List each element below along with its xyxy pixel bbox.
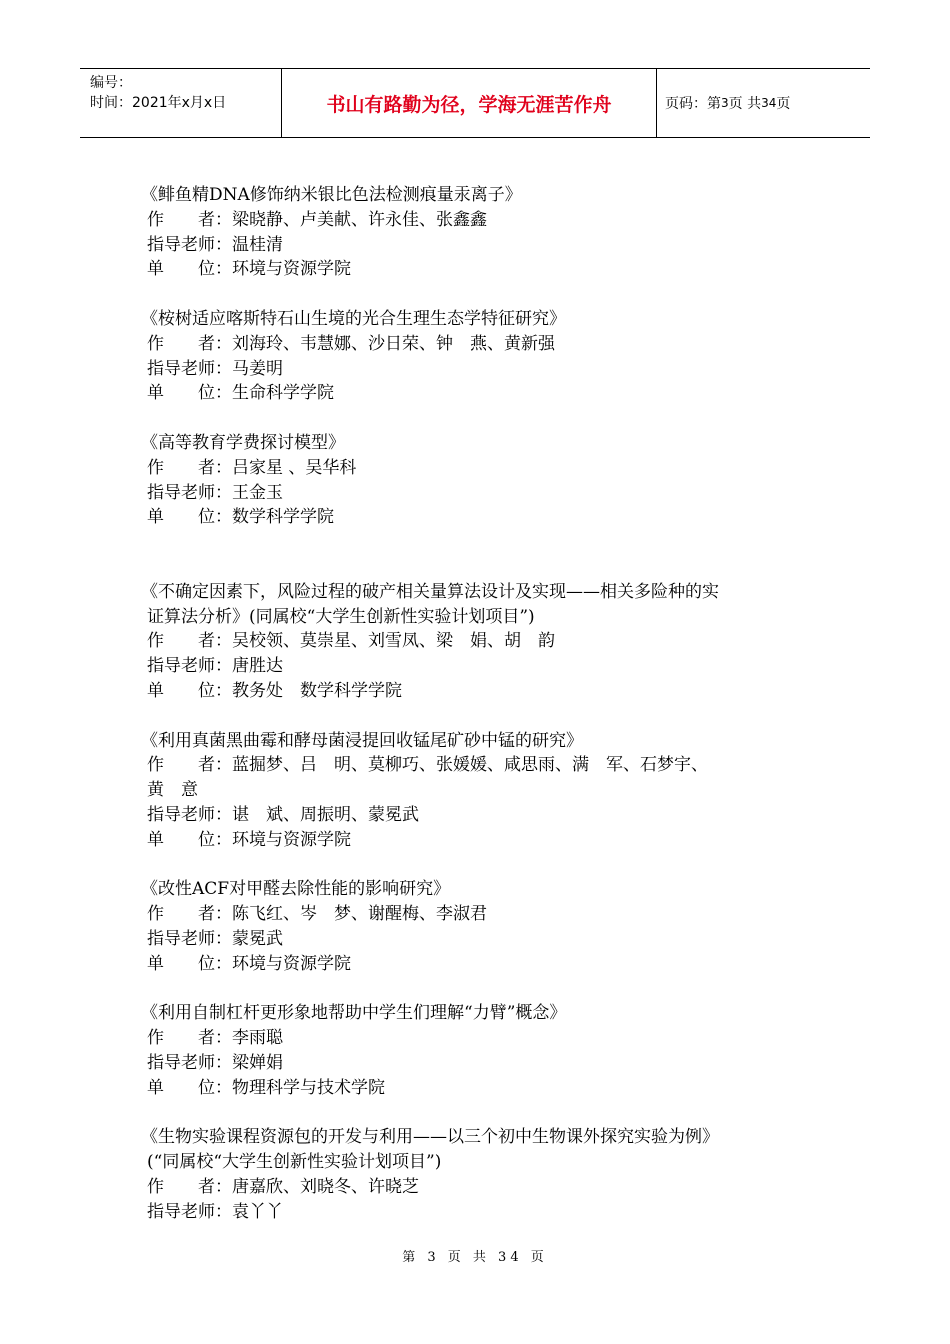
entry-title-cont: 证算法分析》(同属校“大学生创新性实验计划项目”): [147, 606, 535, 627]
entry-unit: 单 位：环境与资源学院: [147, 953, 351, 974]
entry-title: 《利用自制杠杆更形象地帮助中学生们理解“力臂”概念》: [141, 1003, 567, 1024]
entry-title: 《不确定因素下，风险过程的破产相关量算法设计及实现——相关多险种的实: [141, 581, 719, 602]
entry-author: 作 者：吕家星 、吴华科: [147, 457, 357, 478]
entry-author: 作 者：李雨聪: [147, 1028, 283, 1049]
entry-advisor: 指导老师：梁婵娟: [147, 1052, 283, 1073]
entry-unit: 单 位：物理科学与技术学院: [147, 1077, 385, 1098]
header-motto: 书山有路勤为径，学海无涯苦作舟: [282, 69, 657, 137]
entry-author-cont: 黄 意: [147, 780, 198, 801]
entry-advisor: 指导老师：袁丫丫: [147, 1201, 283, 1222]
entries-list: [141, 183, 847, 1249]
entry-unit: 单 位：数学科学学院: [147, 507, 334, 528]
entry-title: 《改性ACF对甲醛去除性能的影响研究》: [141, 879, 451, 900]
entry-author: 作 者：梁晓静、卢美献、许永佳、张鑫鑫: [147, 209, 487, 230]
entry-author: 作 者：蓝掘梦、吕 明、莫柳巧、张媛媛、咸思雨、满 军、石梦宇、: [147, 755, 708, 776]
entry-title: 《鲱鱼精DNA修饰纳米银比色法检测痕量汞离子》: [141, 185, 522, 205]
entry-unit: 单 位：生命科学学院: [147, 383, 334, 404]
entry-advisor: 指导老师：马姜明: [147, 358, 283, 379]
entry: [141, 729, 847, 853]
entry: [141, 431, 847, 530]
time-label: 时间：2021年x月x日: [90, 95, 227, 111]
entry: [141, 1001, 847, 1100]
entry-author: 作 者：刘海玲、韦慧娜、沙日荣、钟 燕、黄新强: [147, 333, 555, 354]
entry-title: 《桉树适应喀斯特石山生境的光合生理生态学特征研究》: [141, 308, 566, 329]
header-page-info: [657, 69, 870, 137]
entry: [141, 183, 847, 282]
entry-title: 《生物实验课程资源包的开发与利用——以三个初中生物课外探究实验为例》: [141, 1127, 719, 1148]
page-footer: 第 3 页 共 34 页: [402, 1250, 548, 1265]
entry: [141, 580, 847, 704]
entry-title-cont: (“同属校“大学生创新性实验计划项目”): [147, 1152, 442, 1173]
entry-advisor: 指导老师：谌 斌、周振明、蒙冕武: [147, 804, 419, 825]
entry-unit: 单 位：环境与资源学院: [147, 259, 351, 280]
page-total: 34: [761, 96, 777, 110]
page-suffix: 页: [776, 96, 791, 112]
entry-author: 作 者：陈飞红、岑 梦、谢醒梅、李淑君: [147, 904, 487, 925]
entry-author: 作 者：唐嘉欣、刘晓冬、许晓芝: [147, 1176, 419, 1197]
page-mid: 页 共: [728, 96, 762, 112]
page-current: 3: [721, 96, 729, 110]
entry-title: 《利用真菌黑曲霉和酵母菌浸提回收锰尾矿砂中锰的研究》: [141, 730, 583, 751]
entry: [141, 1125, 847, 1224]
page-prefix: 页码：第: [665, 96, 721, 112]
entry: [141, 877, 847, 976]
entry-author: 作 者：吴校领、莫崇星、刘雪凤、梁 娟、胡 韵: [147, 631, 555, 652]
entry: [141, 307, 847, 406]
entry-advisor: 指导老师：蒙冕武: [147, 928, 283, 949]
entry-advisor: 指导老师：温桂清: [147, 234, 283, 255]
entry-title: 《高等教育学费探讨模型》: [141, 432, 345, 453]
page-header: [80, 68, 870, 138]
entry-advisor: 指导老师：王金玉: [147, 482, 283, 503]
entry-unit: 单 位：环境与资源学院: [147, 829, 351, 850]
entry-advisor: 指导老师：唐胜达: [147, 656, 283, 677]
header-meta: [80, 69, 282, 137]
entry-unit: 单 位：教务处 数学科学学院: [147, 680, 402, 701]
number-label: 编号：: [90, 75, 132, 91]
